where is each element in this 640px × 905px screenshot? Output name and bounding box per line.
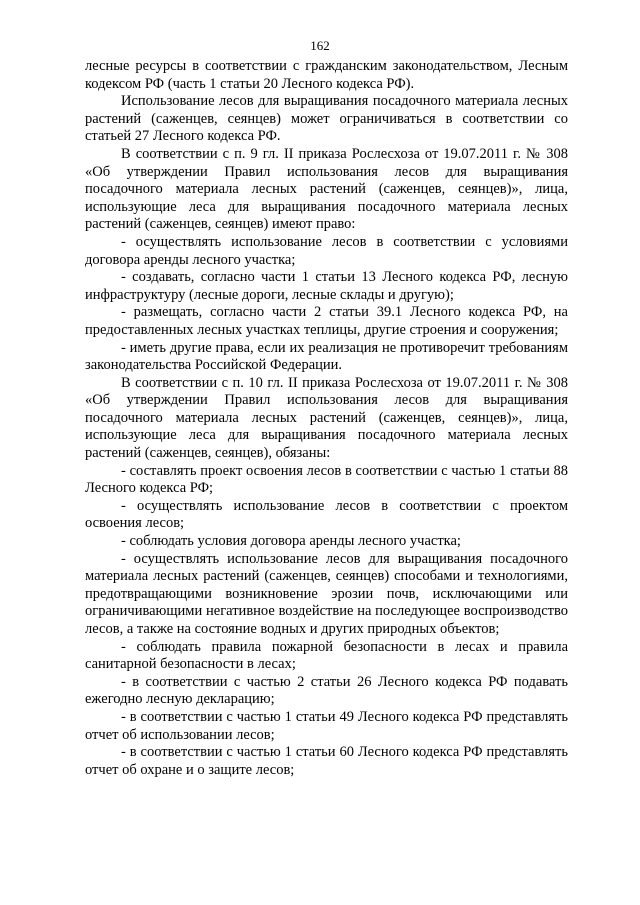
paragraph-duties-intro: В соответствии с п. 10 гл. II приказа Рослесхоза от 19.07.2011 г. № 308 «Об утверждении Правил использования лесов для выращивания посадочного материала лесных растений (саженцев, сеянцев)», лица, использующие леса для выращивания посадочного материала лесных растений (саженцев, сеянцев), обязаны: (85, 374, 568, 462)
page-number: 162 (310, 38, 330, 53)
list-item-duty: - составлять проект освоения лесов в соответствии с частью 1 статьи 88 Лесного кодекса РФ; (85, 462, 568, 497)
list-item-right: - создавать, согласно части 1 статьи 13 Лесного кодекса РФ, лесную инфраструктуру (лесные дороги, лесные склады и другую); (85, 269, 568, 303)
list-item-right: - осуществлять использование лесов в соответствии с условиями договора аренды лесного участка; (85, 233, 568, 268)
list-item-duty: - в соответствии с частью 2 статьи 26 Лесного кодекса РФ подавать ежегодно лесную декларацию; (85, 673, 568, 708)
list-item-duty: - соблюдать правила пожарной безопасности в лесах и правила санитарной безопасности в лесах; (85, 638, 568, 673)
paragraph-rights-intro: В соответствии с п. 9 гл. II приказа Рослесхоза от 19.07.2011 г. № 308 «Об утверждении Правил использования лесов для выращивания посадочного материала лесных растений (саженцев, сеянцев)», лица, использующие леса для выращивания посадочного материала лесных растений (саженцев, сеянцев) имеют право: (85, 145, 568, 233)
document-body (85, 58, 568, 779)
paragraph-continuation: лесные ресурсы в соответствии с гражданским законодательством, Лесным кодексом РФ (часть 1 статьи 20 Лесного кодекса РФ). (85, 58, 568, 92)
list-item-duty: - осуществлять использование лесов для выращивания посадочного материала лесных растений (саженцев, сеянцев) способами и технологиями, предотвращающими возникновение эрозии почв, исключающими или ограничивающими негативное воздействие на последующее воспроизводство лесов, а также на состояние водных и других природных объектов; (85, 550, 568, 637)
list-item-right: - размещать, согласно части 2 статьи 39.1 Лесного кодекса РФ, на предоставленных лесных участках теплицы, другие строения и сооружения; (85, 304, 568, 338)
list-item-duty: - в соответствии с частью 1 статьи 49 Лесного кодекса РФ представлять отчет об использовании лесов; (85, 708, 568, 743)
list-item-duty: - в соответствии с частью 1 статьи 60 Лесного кодекса РФ представлять отчет об охране и о защите лесов; (85, 744, 568, 778)
list-item-duty: - соблюдать условия договора аренды лесного участка; (121, 533, 461, 550)
list-item-right: - иметь другие права, если их реализация не противоречит требованиям законодательства Российской Федерации. (85, 339, 568, 374)
paragraph-restriction: Использование лесов для выращивания посадочного материала лесных растений (саженцев, сеянцев) может ограничиваться в соответствии со статьей 27 Лесного кодекса РФ. (85, 93, 568, 145)
list-item-duty: - осуществлять использование лесов в соответствии с проектом освоения лесов; (85, 497, 568, 532)
